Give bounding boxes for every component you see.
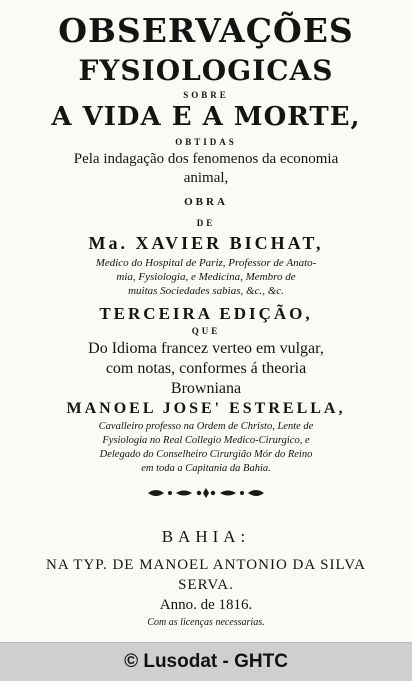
- title-line-1: OBSERVAÇÕES: [58, 11, 354, 50]
- printer-line-1: NA TYP. DE MANOEL ANTONIO DA SILVA: [45, 557, 366, 573]
- author-description-line-2: mia, Fysiologia, e Medicina, Membro de: [116, 271, 296, 283]
- license-note: Com as licenças necessarias.: [147, 617, 265, 628]
- obtidas-label: OBTIDAS: [175, 137, 237, 147]
- subtitle-line-1: Pela indagação dos fenomenos da economia: [73, 151, 339, 167]
- author-name: Ma. XAVIER BICHAT,: [88, 233, 324, 253]
- title-line-2: FYSIOLOGICAS: [78, 54, 334, 87]
- translator-description-line-1: Cavalleiro professo na Ordem de Christo, Lente de: [98, 421, 314, 432]
- title-line-3: A VIDA E A MORTE,: [51, 102, 361, 132]
- sobre-label: SOBRE: [183, 90, 229, 100]
- author-description-line-1: Medico do Hospital de Pariz, Professor de Anato-: [95, 257, 317, 269]
- translation-line-3: Browniana: [170, 380, 242, 397]
- place-label: BAHIA:: [161, 527, 251, 546]
- translator-name: MANOEL JOSE' ESTRELLA,: [66, 400, 346, 417]
- de-label: DE: [196, 218, 216, 228]
- subtitle-line-2: animal,: [183, 170, 229, 186]
- ornament-divider: [146, 486, 266, 500]
- translator-description-line-3: Delegado do Conselheiro Cirurgião Mór do Reino: [99, 449, 313, 460]
- translation-line-2: com notas, conformes á theoria: [105, 360, 307, 377]
- printer-line-2: SERVA.: [178, 577, 234, 593]
- author-description-line-3: muitas Sociedades sabias, &c., &c.: [128, 285, 284, 297]
- publication-year: Anno. de 1816.: [159, 597, 253, 613]
- copyright-footer: © Lusodat - GHTC: [0, 642, 412, 681]
- translator-description-line-2: Fysiologia no Real Collegio Medico-Cirurgico, e: [102, 435, 310, 446]
- edition-label: TERCEIRA EDIÇÃO,: [99, 304, 313, 323]
- translation-line-1: Do Idioma francez verteo em vulgar,: [88, 340, 324, 357]
- que-label: QUE: [191, 326, 221, 336]
- translator-description-line-4: em toda a Capitania da Bahia.: [141, 463, 271, 474]
- obra-label: OBRA: [184, 196, 228, 208]
